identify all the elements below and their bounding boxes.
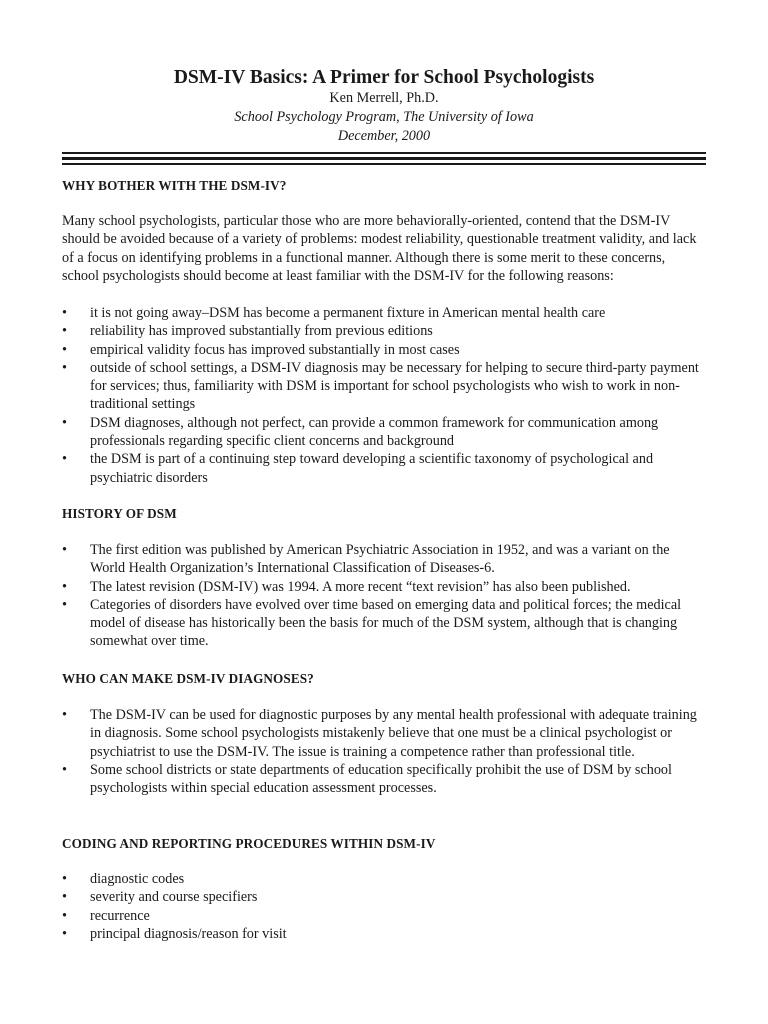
bullet-icon: •	[62, 871, 67, 887]
bullet-icon: •	[62, 359, 67, 376]
title-block	[62, 67, 706, 146]
bullet-icon: •	[62, 761, 67, 778]
list-item: • diagnostic codes	[62, 871, 185, 887]
bullet-icon: •	[62, 596, 67, 613]
section-heading-coding: CODING AND REPORTING PROCEDURES WITHIN DSM-IV	[62, 836, 436, 851]
rule-line-top	[62, 152, 706, 154]
bullet-icon: •	[62, 578, 67, 595]
list-item: • The latest revision (DSM-IV) was 1994. A more recent “text revision” has also been published.	[62, 578, 631, 595]
bullet-icon: •	[62, 889, 67, 906]
bullet-icon: •	[62, 707, 67, 723]
affiliation: School Psychology Program, The University of Iowa	[234, 109, 534, 125]
section-heading-who: WHO CAN MAKE DSM-IV DIAGNOSES?	[62, 671, 314, 686]
list-item: • Categories of disorders have evolved over time based on emerging data and political forces; the medical model of disease has historically been the basis for much of the DSM system, although that is changing somewhat over time.	[62, 596, 682, 650]
bullet-icon: •	[62, 451, 67, 468]
bullet-icon: •	[62, 323, 67, 340]
author-name: Ken Merrell, Ph.D.	[329, 90, 439, 106]
bullet-icon: •	[62, 542, 67, 558]
document-title: DSM-IV Basics: A Primer for School Psychologists	[173, 67, 595, 88]
list-item: • it is not going away–DSM has become a permanent fixture in American mental health care	[62, 305, 606, 321]
bullet-icon: •	[62, 341, 67, 358]
list-item: • severity and course specifiers	[62, 889, 258, 906]
list-item: • outside of school settings, a DSM-IV diagnosis may be necessary for helping to secure third-party payment for services; thus, familiarity with DSM is important for school psychologists who wish to work in non-traditional settings	[62, 359, 699, 413]
list-item: • DSM diagnoses, although not perfect, can provide a common framework for communication among professionals regarding specific client concerns and background	[62, 414, 659, 450]
rule-line-middle	[62, 157, 706, 160]
who-list	[62, 706, 706, 797]
list-item: • Some school districts or state departments of education specifically prohibit the use of DSM by school psychologists within special education assessment processes.	[62, 761, 672, 797]
coding-list	[62, 870, 706, 943]
document-date: December, 2000	[337, 128, 431, 144]
intro-paragraph: Many school psychologists, particular those who are more behaviorally-oriented, contend that the DSM-IV should be avoided because of a variety of problems: modest reliability, questionable treatment validity, and lack of a focus on identifying problems in a functional manner. Although there is some merit to these concerns, school psychologists should become at least familiar with the DSM-IV for the following reasons:	[62, 213, 697, 284]
bullet-icon: •	[62, 907, 67, 924]
history-list	[62, 541, 706, 651]
list-item: • reliability has improved substantially from previous editions	[62, 323, 433, 340]
bullet-icon: •	[62, 414, 67, 431]
document-page	[62, 0, 706, 942]
list-item: • the DSM is part of a continuing step toward developing a scientific taxonomy of psychological and psychiatric disorders	[62, 451, 654, 486]
header-rule	[62, 152, 706, 170]
rule-line-bottom	[62, 163, 706, 165]
bullet-icon: •	[62, 925, 67, 942]
list-item: • empirical validity focus has improved substantially in most cases	[62, 341, 460, 358]
reasons-list	[62, 304, 706, 487]
list-item: • The DSM-IV can be used for diagnostic purposes by any mental health professional with adequate training in diagnosis. Some school psychologists mistakenly believe that one must be a clinical psychologist or psychiatrist to use the DSM-IV. The issue is training a competence rather than professional title.	[62, 707, 697, 760]
section-heading-why: WHY BOTHER WITH THE DSM-IV?	[62, 178, 287, 193]
bullet-icon: •	[62, 305, 67, 321]
section-heading-history: HISTORY OF DSM	[62, 506, 177, 521]
list-item: • recurrence	[62, 907, 150, 924]
list-item: • The first edition was published by American Psychiatric Association in 1952, and was a variant on the World Health Organization’s International Classification of Diseases-6.	[62, 542, 670, 577]
list-item: • principal diagnosis/reason for visit	[62, 925, 287, 942]
